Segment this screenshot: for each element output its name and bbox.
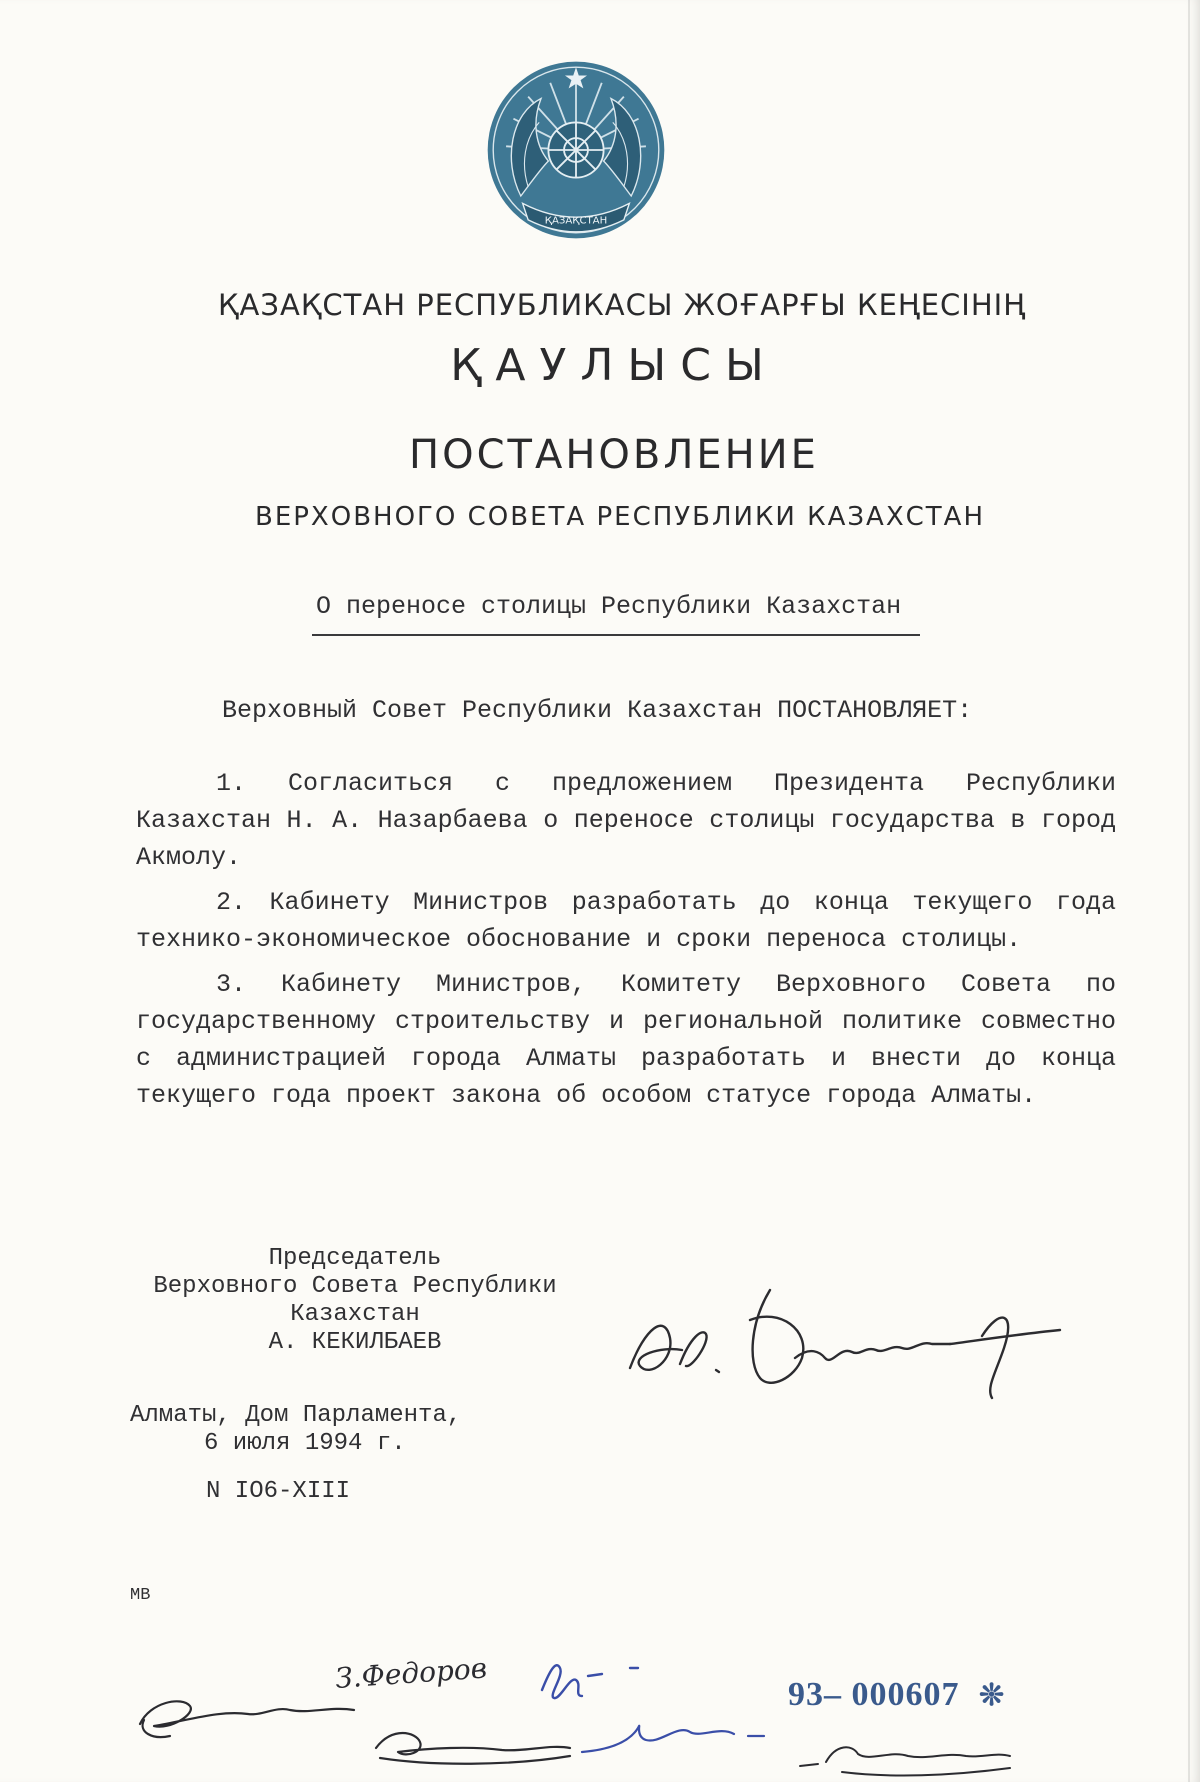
decree-intro: Верховный Совет Республики Казахстан ПОСТАНОВЛЯЕТ:: [222, 696, 973, 725]
chairman-signature-icon: [620, 1268, 1080, 1418]
kazakhstan-state-emblem-icon: [484, 58, 668, 242]
signatory-body: Верховного Совета Республики: [153, 1273, 557, 1300]
russian-authority-title: ВЕРХОВНОГО СОВЕТА РЕСПУБЛИКИ КАЗАХСТАН: [254, 502, 986, 532]
signatory-title: Председатель: [268, 1245, 442, 1272]
russian-document-type: ПОСТАНОВЛЕНИЕ: [409, 432, 819, 478]
visa-name: З.Федоров: [334, 1651, 488, 1695]
signatory-country: Казахстан: [290, 1301, 420, 1328]
document-subject: О переносе столицы Республики Казахстан: [316, 592, 902, 621]
kazakh-authority-title: ҚАЗАҚСТАН РЕСПУБЛИКАСЫ ЖОҒАРҒЫ КЕҢЕСІНІҢ: [217, 288, 1027, 322]
registration-serial: [788, 1676, 1005, 1714]
date-text: 6 июля 1994 г.: [204, 1430, 406, 1457]
decree-paragraph-2: 2. Кабинету Министров разработать до конца текущего года технико-экономическое обоснование и сроки переноса столицы.: [136, 888, 1116, 954]
paper-edge: [1188, 0, 1190, 1782]
serial-mark: ❊: [979, 1679, 1006, 1712]
subject-underline: [312, 634, 920, 636]
place-text: Алматы, Дом Парламента,: [130, 1402, 462, 1429]
serial-number: 93– 000607: [788, 1676, 960, 1713]
decree-paragraph-3: 3. Кабинету Министров, Комитету Верховного Совета по государственному строительству и региональной политике совместно с администрацией города Алматы разработать и внести до конца текущего года проект закона об особом статусе города Алматы.: [136, 970, 1116, 1110]
document-number: N IО6-XIII: [206, 1478, 351, 1505]
signatory-name: А. КЕКИЛБАЕВ: [268, 1329, 442, 1356]
signatory-block: [130, 1245, 580, 1357]
place-date-block: [130, 1402, 461, 1458]
typist-initials: МВ: [130, 1586, 151, 1605]
emblem-ribbon-text: ҚАЗАҚСТАН: [544, 215, 608, 227]
decree-body: [136, 765, 1116, 1122]
kazakh-document-type: ҚАУЛЫСЫ: [450, 340, 778, 391]
decree-paragraph-1: 1. Согласиться с предложением Президента Республики Казахстан Н. А. Назарбаева о переносе столицы государства в город Акмолу.: [136, 769, 1116, 872]
